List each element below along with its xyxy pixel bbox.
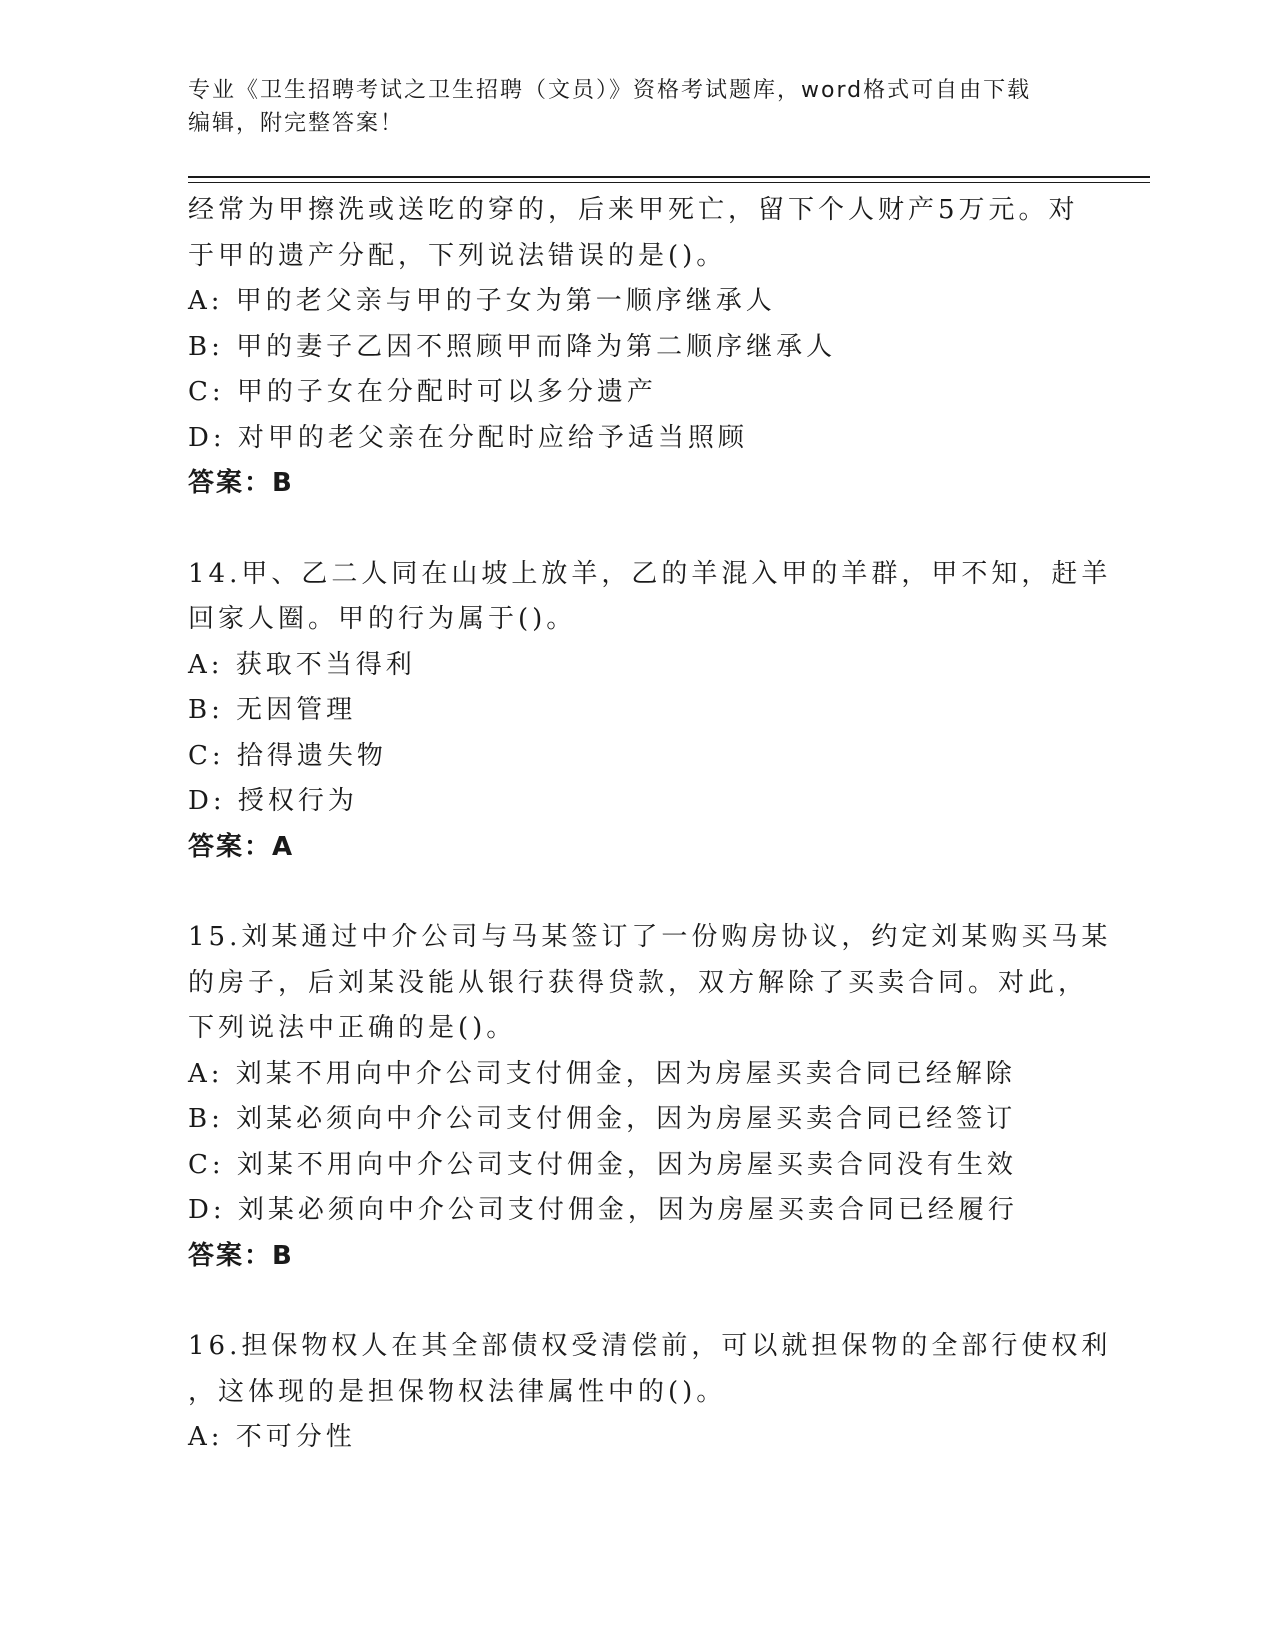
- option-d: D: 对甲的老父亲在分配时应给予适当照顾: [188, 422, 748, 453]
- option-c: C: 刘某不用向中介公司支付佣金，因为房屋买卖合同没有生效: [188, 1149, 1017, 1180]
- option-a: A: 获取不当得利: [188, 649, 416, 680]
- question-stem-line: 经常为甲擦洗或送吃的穿的，后来甲死亡，留下个人财产5万元。对: [188, 195, 1079, 225]
- question-stem-line: 下列说法中正确的是()。: [188, 1013, 517, 1043]
- question-14: [188, 552, 1112, 871]
- option-c: C: 甲的子女在分配时可以多分遗产: [188, 377, 657, 407]
- option-b: B: 无因管理: [188, 695, 357, 725]
- option-a: A: 刘某不用向中介公司支付佣金，因为房屋买卖合同已经解除: [188, 1058, 1016, 1089]
- option-c: C: 拾得遗失物: [188, 740, 387, 771]
- answer-label: 答案：A: [188, 831, 295, 862]
- option-b: B: 甲的妻子乙因不照顾甲而降为第二顺序继承人: [188, 331, 837, 362]
- spacer: [188, 1279, 1088, 1324]
- question-16: [188, 1324, 1112, 1461]
- question-13: [188, 188, 1088, 507]
- question-stem-line: 于甲的遗产分配，下列说法错误的是()。: [188, 240, 727, 271]
- question-list: [188, 188, 1112, 1461]
- header-note: [188, 74, 1068, 140]
- question-stem-line: 回家人圈。甲的行为属于()。: [188, 604, 577, 634]
- option-a: A: 甲的老父亲与甲的子女为第一顺序继承人: [188, 286, 776, 316]
- option-d: D: 刘某必须向中介公司支付佣金，因为房屋买卖合同已经履行: [188, 1195, 1018, 1225]
- question-stem-line: 15.刘某通过中介公司与马某签订了一份购房协议，约定刘某购买马某: [188, 922, 1112, 952]
- spacer: [188, 870, 1088, 915]
- header-line-2: 编辑，附完整答案！: [188, 111, 405, 136]
- question-stem-line: 14.甲、乙二人同在山坡上放羊，乙的羊混入甲的羊群，甲不知，赶羊: [188, 558, 1112, 589]
- answer-label: 答案：B: [188, 468, 294, 498]
- question-stem-line: 16.担保物权人在其全部债权受清偿前，可以就担保物的全部行使权利: [188, 1331, 1112, 1361]
- question-stem-line: ，这体现的是担保物权法律属性中的()。: [188, 1376, 727, 1407]
- spacer: [188, 507, 1088, 552]
- option-b: B: 刘某必须向中介公司支付佣金，因为房屋买卖合同已经签订: [188, 1104, 1017, 1134]
- option-a: A: 不可分性: [188, 1422, 356, 1452]
- question-15: [188, 915, 1112, 1279]
- question-stem-line: 的房子，后刘某没能从银行获得贷款，双方解除了买卖合同。对此，: [188, 967, 1089, 998]
- header-divider-thick: [188, 176, 1150, 178]
- header-line-1: 专业《卫生招聘考试之卫生招聘（文员）》资格考试题库，word格式可自由下载: [188, 78, 1032, 103]
- answer-label: 答案：B: [188, 1240, 294, 1271]
- header-divider-thin: [188, 182, 1150, 183]
- option-d: D: 授权行为: [188, 786, 358, 816]
